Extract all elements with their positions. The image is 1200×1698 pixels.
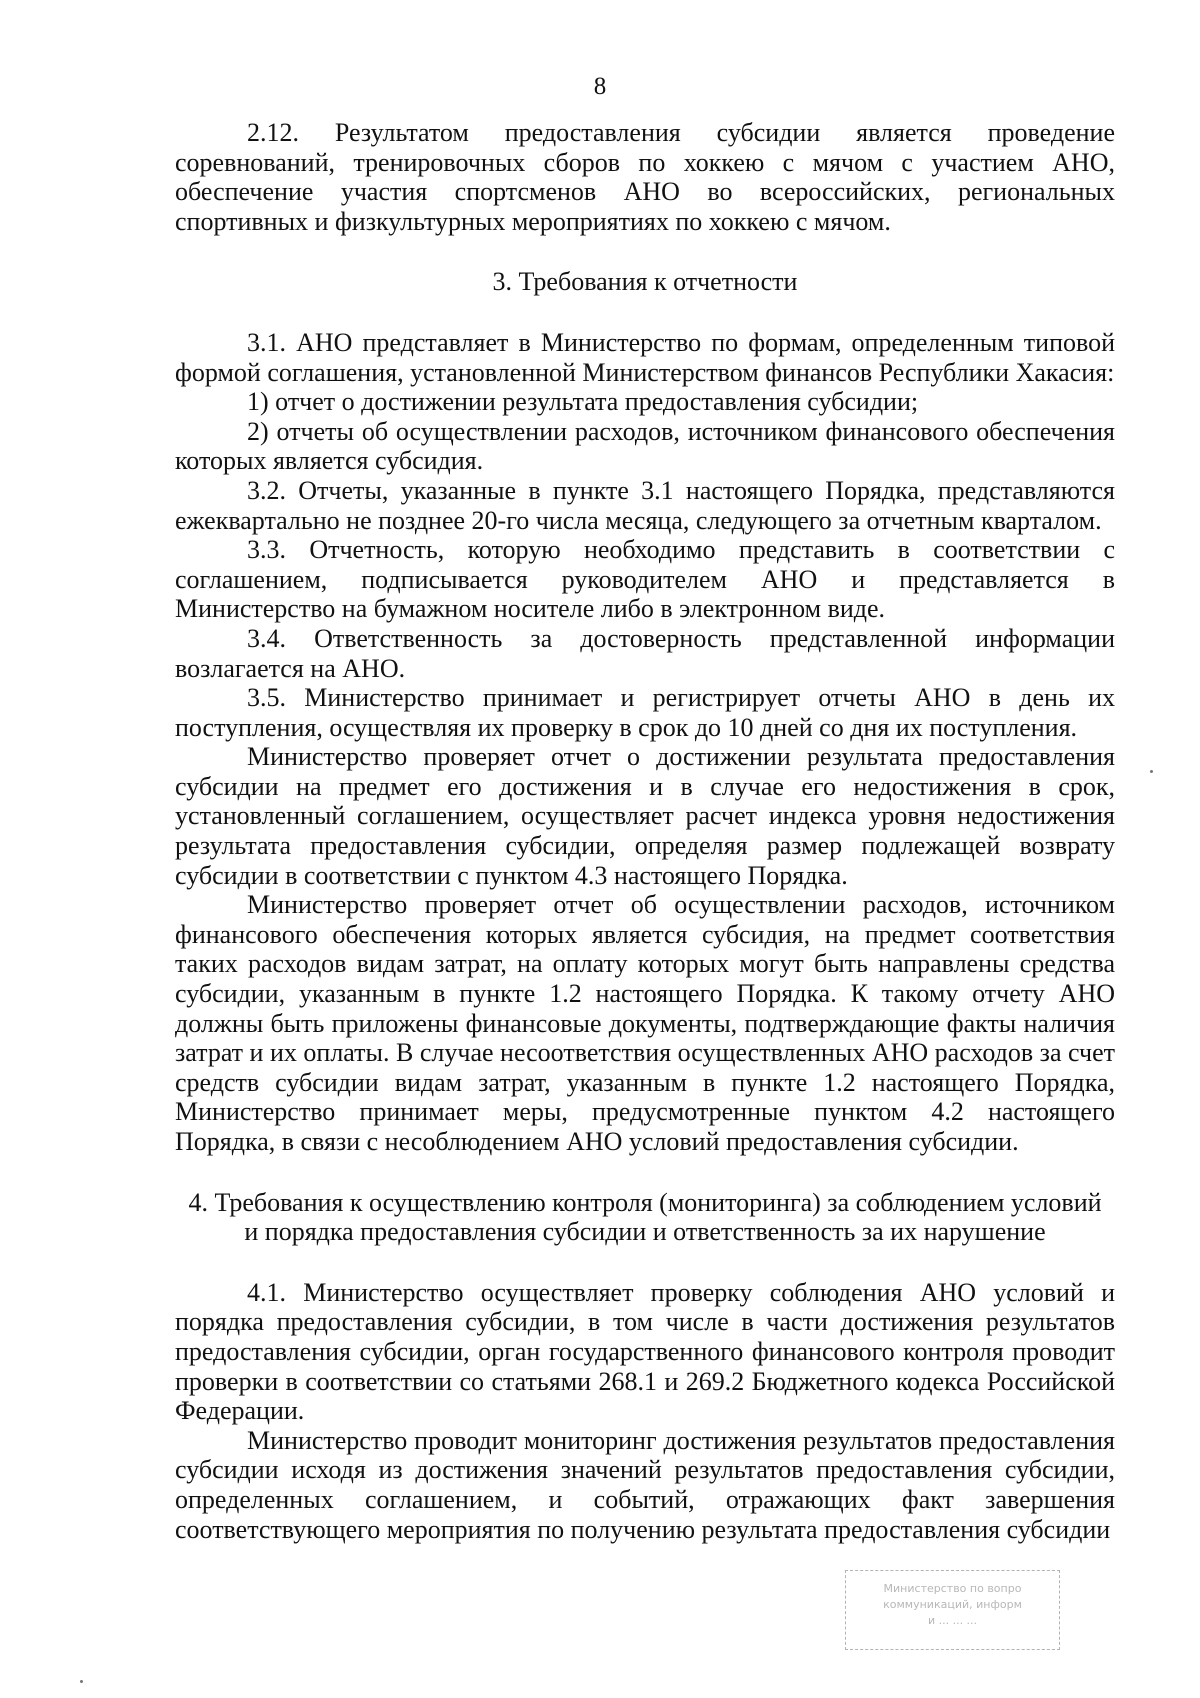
scan-speck xyxy=(1150,770,1153,773)
section-heading-4 xyxy=(175,1188,1115,1247)
paragraph-3-5: 3.5. Министерство принимает и регистрирует отчеты АНО в день их поступления, осуществляя их проверку в срок до 10 дней со дня их поступления. xyxy=(175,683,1115,742)
section-heading-3: 3. Требования к отчетности xyxy=(492,267,798,297)
stamp-line-2: коммуникаций, информ xyxy=(883,1598,1022,1611)
paragraph-3-3: 3.3. Отчетность, которую необходимо представить в соответствии с соглашением, подписывается руководителем АНО и представляется в Министерство на бумажном носителе либо в электронном виде. xyxy=(175,535,1115,624)
paragraph-3-2: 3.2. Отчеты, указанные в пункте 3.1 настоящего Порядка, представляются ежеквартально не позднее 20-го числа месяца, следующего за отчетным кварталом. xyxy=(175,475,1115,535)
paragraph-3-1-item-1: 1) отчет о достижении результата предоставления субсидии; xyxy=(247,387,919,417)
document-body xyxy=(175,118,1115,1544)
paragraph-2-12: 2.12. Результатом предоставления субсидии является проведение соревнований, тренировочных сборов по хоккею с мячом с участием АНО, обеспечение участия спортсменов АНО во всероссийских, региональных спортивных и физкультурных мероприятиях по хоккею с мячом. xyxy=(175,118,1115,236)
paragraph-3-4: 3.4. Ответственность за достоверность представленной информации возлагается на АНО. xyxy=(175,623,1115,683)
paragraph-4-1-monitoring: Министерство проводит мониторинг достижения результатов предоставления субсидии исходя из достижения значений результатов предоставления субсидии, определенных соглашением, и событий, отражающих факт завершения соответствующего мероприятия по получению результата предоставления субсидии xyxy=(175,1425,1115,1544)
paragraph-3-5-report-result: Министерство проверяет отчет о достижении результата предоставления субсидии на предмет его достижения и в случае его недостижения в срок, установленный соглашением, осуществляет расчет индекса уровня недостижения результата предоставления субсидии, определяя размер подлежащей возврату субсидии в соответствии с пунктом 4.3 настоящего Порядка. xyxy=(175,742,1115,890)
scan-speck xyxy=(80,1680,83,1683)
stamp-line-1: Министерство по вопро xyxy=(883,1582,1022,1595)
paragraph-4-1: 4.1. Министерство осуществляет проверку соблюдения АНО условий и порядка предоставления субсидии, в том числе в части достижения результатов предоставления субсидии, орган государственного финансового контроля проводит проверки в соответствии со статьями 268.1 и 269.2 Бюджетного кодекса Российской Федерации. xyxy=(175,1277,1115,1426)
page-number: 8 xyxy=(593,73,607,100)
paragraph-3-1: 3.1. АНО представляет в Министерство по формам, определенным типовой формой соглашения, установленной Министерством финансов Республики Хакасия: xyxy=(175,327,1115,387)
section-heading-4-line-1: 4. Требования к осуществлению контроля (мониторинга) за соблюдением условий xyxy=(188,1187,1102,1217)
registration-stamp xyxy=(845,1570,1060,1650)
stamp-line-3: и ... ... ... xyxy=(927,1614,978,1627)
section-heading-4-line-2: и порядка предоставления субсидии и ответственность за их нарушение xyxy=(244,1217,1046,1247)
paragraph-3-5-report-expenses: Министерство проверяет отчет об осуществлении расходов, источником финансового обеспечения которых является субсидия, на предмет соответствия таких расходов видам затрат, на оплату которых могут быть направлены средства субсидии, указанным в пункте 1.2 настоящего Порядка. К такому отчету АНО должны быть приложены финансовые документы, подтверждающие факты наличия затрат и их оплаты. В случае несоответствия осуществленных АНО расходов за счет средств субсидии видам затрат, указанным в пункте 1.2 настоящего Порядка, Министерство принимает меры, предусмотренные пунктом 4.2 настоящего Порядка, в связи с несоблюдением АНО условий предоставления субсидии. xyxy=(175,890,1115,1156)
paragraph-3-1-item-2: 2) отчеты об осуществлении расходов, источником финансового обеспечения которых является субсидия. xyxy=(175,416,1115,476)
